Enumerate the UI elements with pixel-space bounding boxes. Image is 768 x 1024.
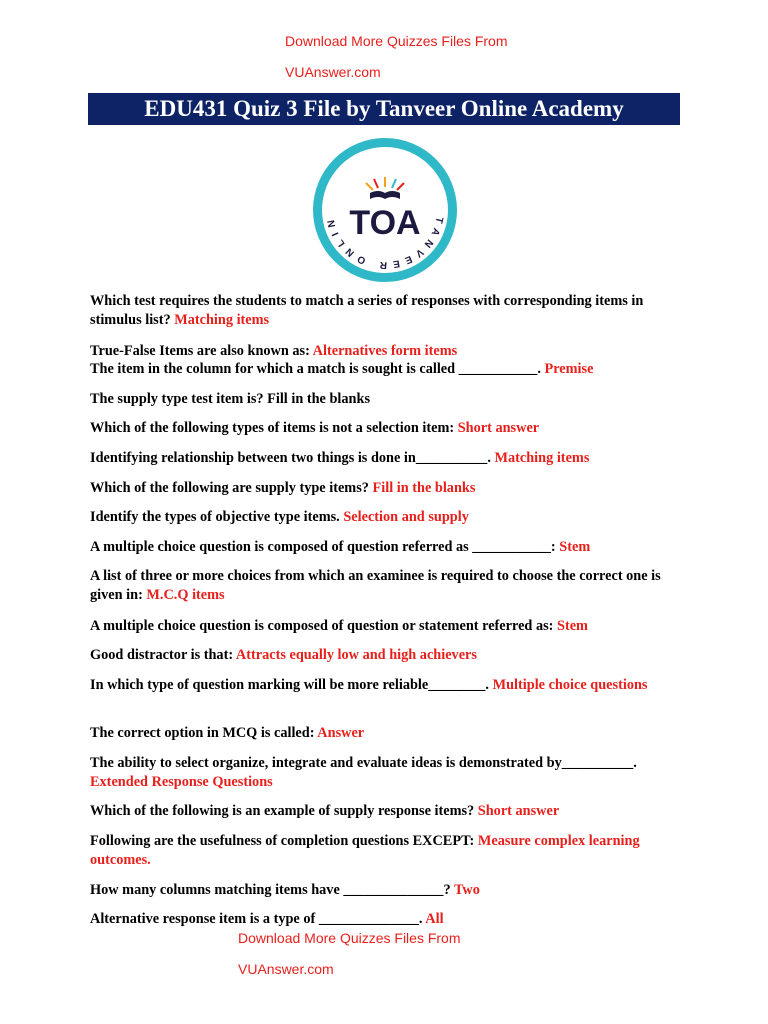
answer-text: Stem <box>559 539 591 555</box>
question-text: A multiple choice question is composed of question referred as ___________: <box>90 539 556 555</box>
qa-item <box>90 802 690 821</box>
question-text: Good distractor is that: <box>90 647 234 663</box>
answer-text: Two <box>453 882 480 898</box>
answer-text: Matching items <box>494 450 590 466</box>
answer-text: All <box>425 911 444 927</box>
question-text: Which of the following are supply type items? <box>90 480 369 496</box>
academy-logo <box>312 137 458 283</box>
qa-item <box>90 360 690 379</box>
answer-text: Fill in the blanks <box>372 480 476 496</box>
question-text: Identify the types of objective type items. <box>90 509 340 525</box>
question-text: In which type of question marking will be more reliable________. <box>90 677 490 693</box>
question-text: Which of the following is an example of supply response items? <box>90 803 475 819</box>
qa-item <box>90 724 690 743</box>
qa-item <box>90 419 690 438</box>
question-text: A multiple choice question is composed of question or statement referred as: <box>90 618 554 634</box>
answer-text: Short answer <box>457 420 540 436</box>
answer-text: Stem <box>557 618 588 634</box>
qa-item <box>90 449 690 468</box>
qa-item <box>90 910 690 929</box>
qa-item <box>90 832 690 870</box>
qa-item <box>90 390 690 409</box>
page-title: EDU431 Quiz 3 File by Tanveer Online Academy <box>88 93 680 125</box>
question-text: Which test requires the students to match a series of responses with corresponding items in stimulus list? <box>90 293 644 328</box>
question-text: Alternative response item is a type of ______________. <box>90 911 423 927</box>
answer-text: Premise <box>544 361 594 377</box>
answer-text: Selection and supply <box>343 509 469 525</box>
logo-graphic <box>312 137 458 283</box>
answer-text: Multiple choice questions <box>492 677 648 693</box>
qa-item <box>90 342 690 361</box>
answer-text: Matching items <box>174 312 270 328</box>
qa-item <box>90 538 690 557</box>
question-text: A list of three or more choices from which an examinee is required to choose the correct one is given in: <box>90 568 661 603</box>
question-text: The item in the column for which a match is sought is called ___________. <box>90 361 541 377</box>
vuanswer-link[interactable]: VUAnswer.com <box>285 64 381 80</box>
question-text: The ability to select organize, integrate and evaluate ideas is demonstrated by__________. <box>90 755 637 771</box>
answer-text: Answer <box>317 725 365 741</box>
qa-item <box>90 881 690 900</box>
question-text: Identifying relationship between two things is done in__________. <box>90 450 491 466</box>
answer-text: Measure complex learning outcomes. <box>90 833 640 868</box>
download-more-link-footer[interactable]: Download More Quizzes Files From <box>238 930 461 946</box>
answer-text: Attracts equally low and high achievers <box>235 647 477 663</box>
qa-item <box>90 567 690 605</box>
qa-item <box>90 292 690 330</box>
qa-item <box>90 479 690 498</box>
question-text: The supply type test item is? Fill in the blanks <box>90 391 371 407</box>
qa-item <box>90 754 690 792</box>
qa-item <box>90 646 690 665</box>
answer-text: M.C.Q items <box>146 587 225 603</box>
question-text: How many columns matching items have ______________? <box>90 882 451 898</box>
answer-text: Alternatives form items <box>312 343 458 359</box>
vuanswer-link-footer[interactable]: VUAnswer.com <box>238 961 334 977</box>
question-text: Which of the following types of items is not a selection item: <box>90 420 455 436</box>
answer-text: Short answer <box>477 803 560 819</box>
qa-item <box>90 617 690 636</box>
logo-ring-text: TANVEER ONLIN <box>324 213 445 271</box>
question-text: Following are the usefulness of completion questions EXCEPT: <box>90 833 475 849</box>
answer-text: Extended Response Questions <box>90 774 273 790</box>
download-more-link[interactable]: Download More Quizzes Files From <box>285 33 508 49</box>
qa-item <box>90 508 690 527</box>
qa-item <box>90 676 690 695</box>
question-text: True-False Items are also known as: <box>90 343 310 359</box>
question-text: The correct option in MCQ is called: <box>90 725 315 741</box>
logo-monogram: TOA <box>349 204 421 242</box>
